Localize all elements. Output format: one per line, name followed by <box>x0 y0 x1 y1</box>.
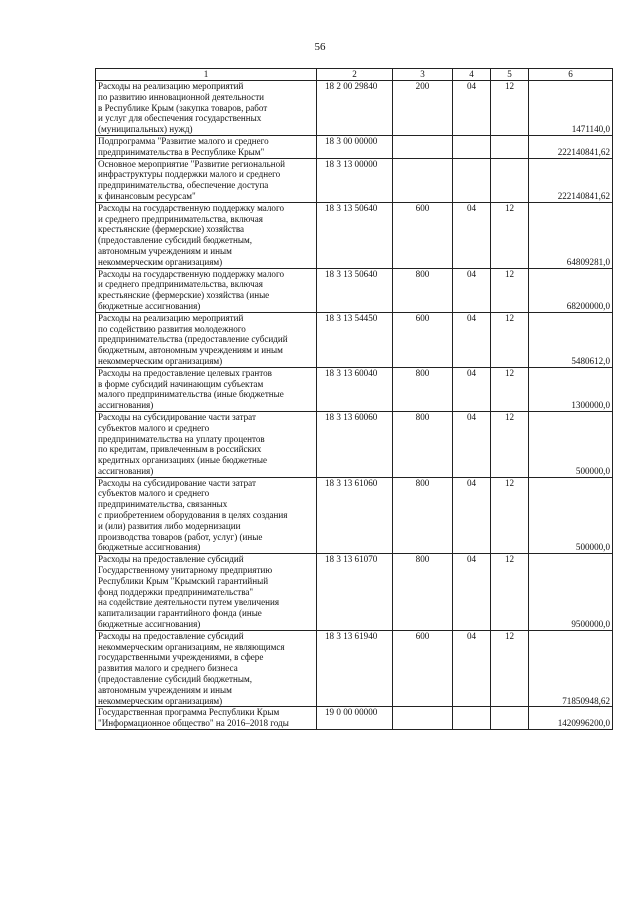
row-subsection-cell: 12 <box>491 81 529 136</box>
row-subsection-cell: 12 <box>491 367 529 411</box>
row-name-cell: Расходы на реализацию мероприятий по развитию инновационной деятельности в Республике Крым (закупка товаров, работ и услуг для обеспечения государственных (муниципальных) нужд) <box>96 81 317 136</box>
row-subsection-cell: 12 <box>491 202 529 268</box>
row-amount-cell: 71850948,62 <box>529 630 613 707</box>
row-code-cell: 18 3 13 61060 <box>317 477 393 554</box>
row-name-cell: Государственная программа Республики Крым "Информационное общество" на 2016–2018 годы <box>96 707 317 730</box>
row-amount-cell: 1300000,0 <box>529 367 613 411</box>
row-section-cell: 04 <box>453 268 491 312</box>
row-subsection-cell: 12 <box>491 312 529 367</box>
row-subsection-cell: 12 <box>491 554 529 631</box>
row-code-cell: 18 2 00 29840 <box>317 81 393 136</box>
row-amount-cell: 9500000,0 <box>529 554 613 631</box>
row-subsection-cell: 12 <box>491 477 529 554</box>
row-code-cell: 18 3 13 54450 <box>317 312 393 367</box>
table-header-row <box>96 69 613 81</box>
row-section-cell: 04 <box>453 554 491 631</box>
row-expense-type-cell: 800 <box>393 554 453 631</box>
row-expense-type-cell <box>393 158 453 202</box>
row-section-cell: 04 <box>453 312 491 367</box>
row-section-cell: 04 <box>453 367 491 411</box>
row-name-cell: Расходы на государственную поддержку малого и среднего предпринимательства, включая крестьянские (фермерские) хозяйства (иные бюджетные ассигнования) <box>96 268 317 312</box>
row-expense-type-cell: 200 <box>393 81 453 136</box>
header-cell: 4 <box>453 69 491 81</box>
table-row <box>96 477 613 554</box>
header-cell: 5 <box>491 69 529 81</box>
row-section-cell: 04 <box>453 411 491 477</box>
row-section-cell <box>453 135 491 158</box>
row-amount-cell: 500000,0 <box>529 477 613 554</box>
row-subsection-cell: 12 <box>491 630 529 707</box>
row-amount-cell: 5480612,0 <box>529 312 613 367</box>
header-cell: 2 <box>317 69 393 81</box>
row-amount-cell: 500000,0 <box>529 411 613 477</box>
row-section-cell: 04 <box>453 202 491 268</box>
row-expense-type-cell: 600 <box>393 202 453 268</box>
row-expense-type-cell <box>393 707 453 730</box>
row-amount-cell: 222140841,62 <box>529 158 613 202</box>
row-amount-cell: 64809281,0 <box>529 202 613 268</box>
row-section-cell <box>453 707 491 730</box>
table-row <box>96 367 613 411</box>
row-name-cell: Расходы на субсидирование части затрат субъектов малого и среднего предпринимательства, связанных с приобретением оборудования в целях создания и (или) развития либо модернизации производства товаров (работ, услуг) (иные бюджетные ассигнования) <box>96 477 317 554</box>
table-row <box>96 268 613 312</box>
row-name-cell: Расходы на субсидирование части затрат субъектов малого и среднего предпринимательства на уплату процентов по кредитам, привлеченным в российских кредитных организациях (иные бюджетные ассигнования) <box>96 411 317 477</box>
row-section-cell: 04 <box>453 81 491 136</box>
row-section-cell: 04 <box>453 630 491 707</box>
row-subsection-cell <box>491 707 529 730</box>
row-code-cell: 18 3 13 50640 <box>317 268 393 312</box>
row-expense-type-cell: 600 <box>393 312 453 367</box>
header-cell: 3 <box>393 69 453 81</box>
row-subsection-cell <box>491 158 529 202</box>
table-row <box>96 135 613 158</box>
row-subsection-cell <box>491 135 529 158</box>
row-name-cell: Расходы на предоставление субсидий Государственному унитарному предприятию Республики Крым "Крымский гарантийный фонд поддержки предпринимательства" на содействие деятельности путем увеличения капитализации гарантийного фонда (иные бюджетные ассигнования) <box>96 554 317 631</box>
header-cell: 6 <box>529 69 613 81</box>
row-code-cell: 19 0 00 00000 <box>317 707 393 730</box>
row-subsection-cell: 12 <box>491 411 529 477</box>
table-row <box>96 202 613 268</box>
row-expense-type-cell: 800 <box>393 477 453 554</box>
row-expense-type-cell: 600 <box>393 630 453 707</box>
row-name-cell: Расходы на предоставление целевых грантов в форме субсидий начинающим субъектам малого предпринимательства (иные бюджетные ассигнования) <box>96 367 317 411</box>
row-section-cell: 04 <box>453 477 491 554</box>
page-number: 56 <box>314 41 326 53</box>
row-expense-type-cell: 800 <box>393 411 453 477</box>
row-code-cell: 18 3 13 60040 <box>317 367 393 411</box>
row-code-cell: 18 3 13 61940 <box>317 630 393 707</box>
row-amount-cell: 68200000,0 <box>529 268 613 312</box>
row-amount-cell: 1420996200,0 <box>529 707 613 730</box>
row-section-cell <box>453 158 491 202</box>
budget-table <box>95 68 613 730</box>
row-name-cell: Подпрограмма "Развитие малого и среднего предпринимательства в Республике Крым" <box>96 135 317 158</box>
table-row <box>96 81 613 136</box>
row-name-cell: Расходы на предоставление субсидий некоммерческим организациям, не являющимся государственными учреждениями, в сфере развития малого и среднего бизнеса (предоставление субсидий бюджетным, автономным учреждениям и иным некоммерческим организациям) <box>96 630 317 707</box>
table-row <box>96 411 613 477</box>
row-expense-type-cell <box>393 135 453 158</box>
header-cell: 1 <box>96 69 317 81</box>
row-code-cell: 18 3 13 50640 <box>317 202 393 268</box>
table-row <box>96 707 613 730</box>
table-row <box>96 158 613 202</box>
row-expense-type-cell: 800 <box>393 367 453 411</box>
row-code-cell: 18 3 00 00000 <box>317 135 393 158</box>
row-name-cell: Расходы на государственную поддержку малого и среднего предпринимательства, включая крестьянские (фермерские) хозяйства (предоставление субсидий бюджетным, автономным учреждениям и иным некоммерческим организациям) <box>96 202 317 268</box>
row-code-cell: 18 3 13 60060 <box>317 411 393 477</box>
table-row <box>96 554 613 631</box>
table-row <box>96 312 613 367</box>
row-code-cell: 18 3 13 61070 <box>317 554 393 631</box>
row-amount-cell: 1471140,0 <box>529 81 613 136</box>
row-expense-type-cell: 800 <box>393 268 453 312</box>
row-name-cell: Основное мероприятие "Развитие региональной инфраструктуры поддержки малого и среднего предпринимательства, обеспечение доступа к финансовым ресурсам" <box>96 158 317 202</box>
table-row <box>96 630 613 707</box>
row-subsection-cell: 12 <box>491 268 529 312</box>
row-amount-cell: 222140841,62 <box>529 135 613 158</box>
row-name-cell: Расходы на реализацию мероприятий по содействию развития молодежного предпринимательства (предоставление субсидий бюджетным, автономным учреждениям и иным некоммерческим организациям) <box>96 312 317 367</box>
row-code-cell: 18 3 13 00000 <box>317 158 393 202</box>
